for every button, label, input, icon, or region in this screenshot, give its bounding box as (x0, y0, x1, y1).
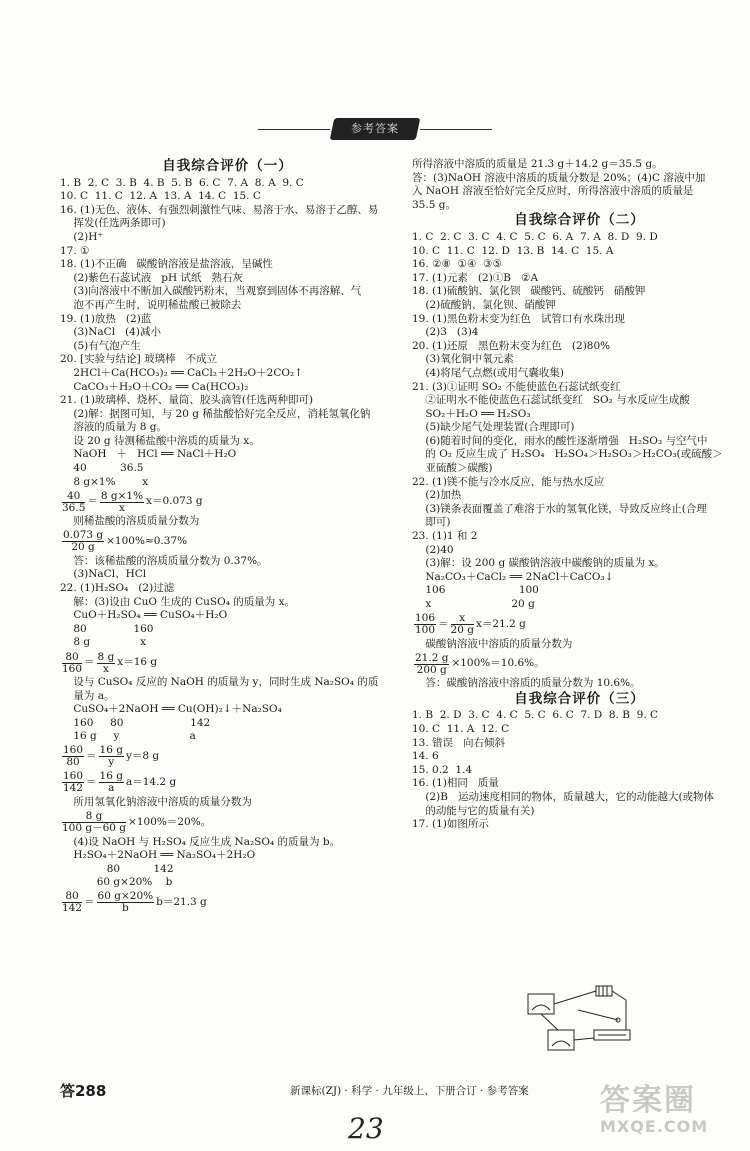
answer-line: 设与 CuSO₄ 反应的 NaOH 的质量为 y，同时生成 Na₂SO₄ 的质 (60, 676, 379, 688)
answer-line: (6)随着时间的变化，雨水的酸性逐渐增强 H₂SO₃ 与空气中 (412, 434, 708, 447)
answer-line: (4)将尾气点燃(或用气囊收集) (412, 366, 564, 379)
fraction: $\frac{0.073 g}{20 g}$ (63, 529, 104, 554)
section-title: 自我综合评价（二） (514, 212, 645, 229)
equation-line: 2HCl＋Ca(HCO₃)₂ ══ CaCl₂＋2H₂O＋2CO₂↑ (60, 366, 303, 379)
equation-line: Na₂CO₃＋CaCl₂ ══ 2NaCl＋CaCO₃↓ (412, 570, 614, 583)
battery (596, 986, 612, 996)
answer-line: 所得溶液中溶质的质量是 21.3 g＋14.2 g＝35.5 g。 (412, 158, 663, 170)
fraction: $\frac{80}{142}$ (62, 890, 83, 915)
answer-line: (3)氧化铜中氧元素 (412, 353, 514, 366)
answer-line: 答：(3)NaOH 溶液中溶质的质量分数是 20%；(4)C 溶液中加 (412, 171, 706, 184)
equation-line: 16 g y a (60, 730, 196, 743)
answer-line: 即可) (412, 516, 451, 529)
answer-line: 1. B 2. D 3. C 4. C 5. C 6. C 7. D 8. B 9. C (412, 709, 659, 722)
answer-line: (2)40 (412, 543, 454, 556)
answer-line: 17. (1)如图所示 (412, 818, 489, 831)
meter-top-left (528, 994, 554, 1014)
meter-bottom (548, 1030, 574, 1050)
fraction-row: $\frac{106}{100}$ ＝ $\frac{x}{20 g}$ x＝21.2 g (415, 612, 526, 637)
header-badge: 参考答案 (330, 118, 421, 140)
fraction: $\frac{80}{160}$ (62, 650, 83, 675)
answer-line: 10. C 11. C 12. A 13. A 14. C 15. C (60, 190, 261, 203)
answer-line: ②证明水不能使蓝色石蕊试纸变红 SO₂ 与水反应生成酸 (412, 394, 690, 407)
answer-line: 溶液的质量为 8 g。 (60, 421, 167, 434)
answer-line: 17. (1)元素 (2)①B ②A (412, 271, 539, 284)
equation-line: 60 g×20% b (60, 876, 173, 889)
answer-line: 14. 6 (412, 750, 439, 763)
answer-line: (3)NaCl (4)减小 (60, 326, 161, 339)
fraction-row: $\frac{160}{142}$ ＝ $\frac{16 g}{a}$ a＝14.2 g (63, 770, 177, 795)
answer-line: (3)镁条表面覆盖了难溶于水的氢氧化镁，导致反应终止(合理 (412, 502, 707, 515)
answer-line: 亚硫酸＞碳酸) (412, 462, 493, 475)
equation-line: 106 100 (412, 584, 539, 597)
equation-line: CuSO₄＋2NaOH ══ Cu(OH)₂↓＋Na₂SO₄ (60, 703, 282, 716)
fraction-row: $\frac{160}{80}$ ＝ $\frac{16 g}{y}$ y＝8 g (63, 744, 160, 769)
answer-line: 则稀盐酸的溶质质量分数为 (60, 515, 200, 528)
answer-line: 21. (1)玻璃棒、烧杯、量筒、胶头滴管(任选两种即可) (60, 394, 314, 407)
left-column (60, 158, 395, 916)
fraction: $\frac{8 g\times 1\%}{x}$ (100, 489, 144, 514)
answer-line: 的 O₂ 反应生成了 H₂SO₄ H₂SO₄＞H₂SO₃＞H₂CO₃(或硫酸＞ (412, 448, 723, 461)
answer-line: 答：碳酸钠溶液中溶质的质量分数为 10.6%。 (412, 677, 641, 690)
footer-text: 新课标(ZJ) · 科学 · 九年级上、下册合订 · 参考答案 (290, 1085, 529, 1097)
answer-line: 13. 错误 向右倾斜 (412, 736, 506, 749)
fraction: $\frac{8 g}{100 g-60 g}$ (62, 810, 127, 835)
answer-line: (2)加热 (412, 489, 462, 502)
answer-line: 22. (1)镁不能与冷水反应，能与热水反应 (412, 475, 605, 488)
header-rule-left (258, 129, 330, 130)
answer-line: 16. (1)无色、液体、有强烈刺激性气味、易溶于水、易溶于乙醇、易 (60, 203, 379, 216)
answer-line: 21. (3)①证明 SO₂ 不能使蓝色石蕊试纸变红 (412, 380, 621, 393)
answer-line: 20. (1)还原 黑色粉末变为红色 (2)80% (412, 339, 611, 352)
fraction: $\frac{160}{142}$ (63, 770, 84, 795)
answer-line: (2)B 运动速度相同的物体，质量越大，它的动能越大(或物体 (412, 790, 715, 803)
answer-line: 19. (1)放热 (2)蓝 (60, 312, 152, 325)
section-title: 自我综合评价（三） (514, 690, 645, 707)
fraction-row: $\frac{80}{160}$ ＝ $\frac{8 g}{x}$ x＝16 g (62, 650, 158, 675)
page-number: 答288 (60, 1082, 107, 1100)
answer-line: (2)解：据图可知，与 20 g 稀盐酸恰好完全反应，消耗氢氧化钠 (60, 407, 371, 420)
fraction: $\frac{160}{80}$ (63, 744, 84, 769)
section-header (0, 118, 750, 140)
fraction: $\frac{8 g}{x}$ (97, 650, 115, 675)
right-column (412, 158, 747, 832)
answer-line: 入 NaOH 溶液至恰好完全反应时，所得溶液中溶质的质量是 (412, 185, 694, 198)
fraction: $\frac{60 g\times 20\%}{b}$ (97, 890, 154, 915)
answer-line: (2)紫色石蕊试液 pH 试纸 熟石灰 (60, 271, 243, 284)
fraction-row: $\frac{0.073 g}{20 g}$ ×100%≈0.37% (63, 529, 188, 554)
answer-line: 碳酸钠溶液中溶质的质量分数为 (412, 637, 573, 650)
answer-line: 17. ① (60, 244, 90, 257)
equation-line: 80 160 (60, 622, 154, 635)
equation-line: 40 36.5 (60, 462, 144, 475)
answer-line: (5)有气泡产生 (60, 339, 141, 352)
answer-line: 18. (1)不正确 碳酸钠溶液是盐溶液，呈碱性 (60, 258, 273, 271)
answer-line: 答：该稀盐酸的溶质质量分数为 0.37%。 (60, 554, 268, 567)
equation-line: CuO＋H₂SO₄ ══ CuSO₄＋H₂O (60, 609, 228, 622)
handwritten-number: 23 (348, 1112, 384, 1145)
answer-line: 所用氢氧化钠溶液中溶质的质量分数为 (60, 795, 252, 808)
header-rule-right (420, 129, 492, 130)
answer-line: (3)NaCl、HCl (60, 568, 147, 581)
answer-line: (3)向溶液中不断加入碳酸钙粉末，当观察到固体不再溶解、气 (60, 285, 362, 298)
fraction: $\frac{16 g}{y}$ (99, 744, 123, 769)
equation-line: 8 g x (60, 636, 147, 649)
section-title: 自我综合评价（一） (162, 158, 293, 174)
fraction-row: $\frac{80}{142}$ ＝ $\frac{60 g\times 20\%}{b}$ b＝21.3 g (62, 890, 207, 915)
fraction: $\frac{40}{36.5}$ (62, 489, 86, 514)
answer-line: (3)解：设 200 g 碳酸钠溶液中碳酸钠的质量为 x。 (412, 557, 665, 570)
watermark-logo: 答案圈 MXQE.COM (600, 1083, 709, 1136)
fraction: $\frac{21.2 g}{200 g}$ (415, 651, 449, 676)
answer-line: 10. C 11. A 12. C (412, 722, 510, 735)
answer-line: (5)缺少尾气处理装置(合理即可) (412, 421, 575, 434)
answer-line: 解：(3)设由 CuO 生成的 CuSO₄ 的质量为 x。 (60, 595, 296, 608)
fraction-row: $\frac{40}{36.5}$ ＝ $\frac{8 g\times 1\%}{x}$ x＝0.073 g (62, 489, 203, 514)
equation-line: H₂SO₄＋2NaOH ══ Na₂SO₄＋2H₂O (60, 849, 256, 862)
equation-line: CaCO₃＋H₂O＋CO₂ ══ Ca(HCO₃)₂ (60, 380, 249, 393)
answer-line: 35.5 g。 (412, 198, 456, 211)
answer-line: 16. ②⑧ ①④ ③⑤ (412, 258, 502, 271)
answer-line: (2)H⁺ (60, 230, 103, 243)
answer-line: 16. (1)相同 质量 (412, 777, 499, 790)
equation-line: NaOH ＋ HCl ══ NaCl＋H₂O (60, 448, 237, 461)
fraction: $\frac{16 g}{a}$ (99, 770, 123, 795)
circuit-diagram (518, 980, 638, 1058)
fraction-row: $\frac{8 g}{100 g-60 g}$ ×100%＝20%。 (62, 810, 212, 835)
answer-line: 20. [实验与结论] 玻璃棒 不成立 (60, 353, 218, 366)
fraction-row: $\frac{21.2 g}{200 g}$ ×100%＝10.6%。 (415, 651, 545, 676)
equation-line: 80 142 (60, 862, 174, 875)
equation-line: SO₂＋H₂O ══ H₂SO₃ (412, 407, 531, 420)
answer-line: 量为 a。 (60, 689, 115, 702)
answer-line: (4)设 NaOH 与 H₂SO₄ 反应生成 Na₂SO₄ 的质量为 b。 (60, 835, 341, 848)
answer-line: (2)硫酸钠、氯化钡、硝酸钾 (412, 298, 556, 311)
fraction: $\frac{x}{20 g}$ (450, 612, 474, 637)
equation-line: 8 g×1% x (60, 475, 149, 488)
answer-line: 的动能与它的质量有关) (412, 804, 535, 817)
answer-line: 设 20 g 待测稀盐酸中溶质的质量为 x。 (60, 434, 260, 447)
equation-line: 160 80 142 (60, 716, 211, 729)
answer-line: 19. (1)黑色粉末变为红色 试管口有水珠出现 (412, 312, 625, 325)
answer-line: 泡不再产生时，说明稀盐酸已被除去 (60, 298, 242, 311)
answer-line: 23. (1)1 和 2 (412, 530, 478, 543)
equation-line: x 20 g (412, 598, 535, 610)
answer-line: 挥发(任选两条即可) (60, 217, 166, 230)
answer-line: 10. C 11. C 12. D 13. B 14. C 15. A (412, 244, 614, 257)
fraction: $\frac{106}{100}$ (415, 612, 436, 637)
answer-line: 15. 0.2 1.4 (412, 763, 473, 776)
answer-line: (2)3 (3)4 (412, 326, 479, 339)
answer-line: 1. B 2. C 3. B 4. B 5. B 6. C 7. A 8. A 9. C (60, 176, 304, 189)
answer-line: 22. (1)H₂SO₄ (2)过滤 (60, 582, 175, 595)
answer-line: 18. (1)硫酸钠、氯化钡 碳酸钙、硫酸钙 硝酸钾 (412, 285, 646, 298)
answer-line: 1. C 2. C 3. C 4. C 5. C 6. A 7. A 8. D 9. D (412, 230, 658, 243)
